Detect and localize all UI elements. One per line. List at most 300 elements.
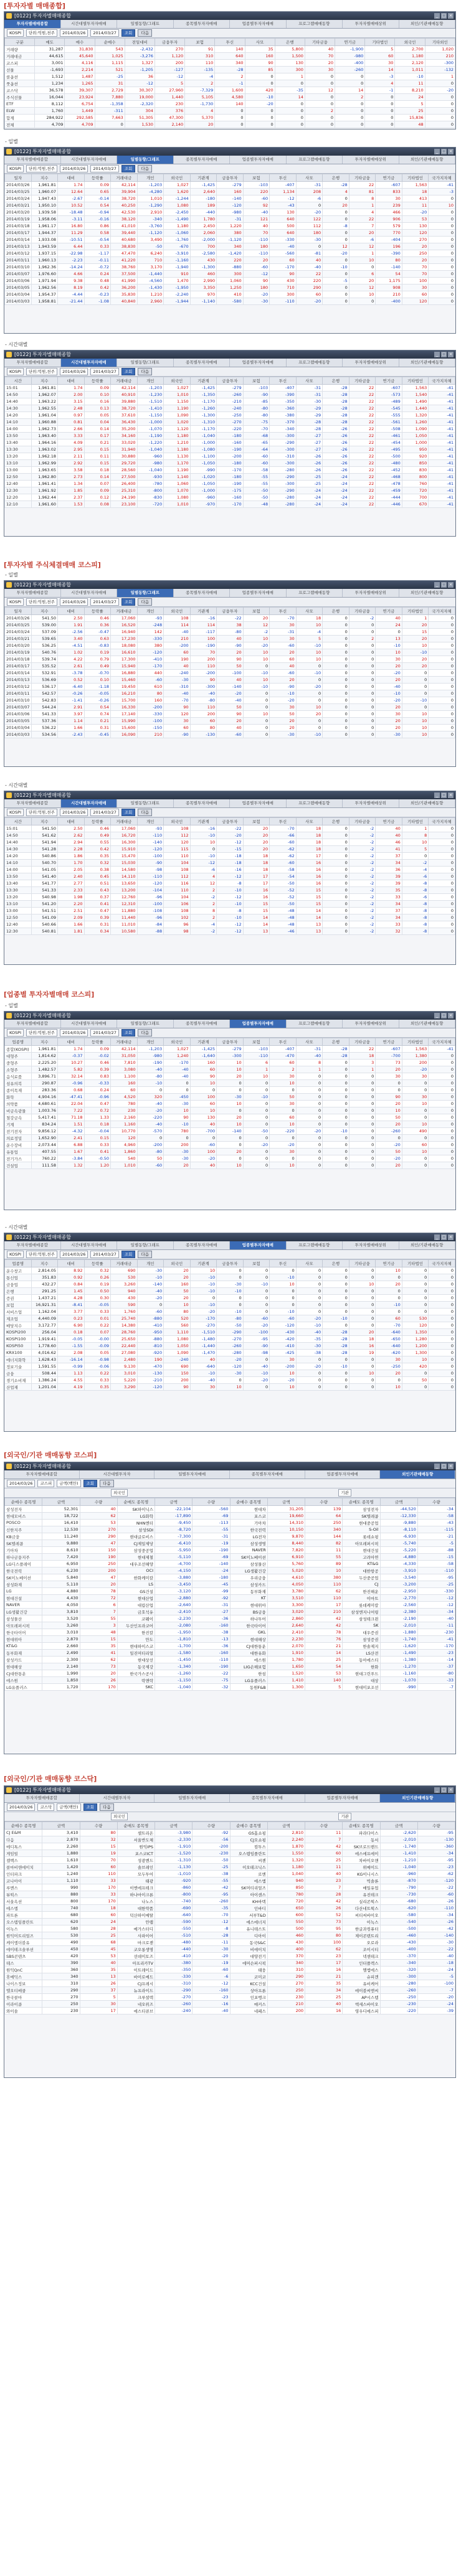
column-header[interactable]: 수량 (80, 1498, 117, 1506)
table-row[interactable] (5, 615, 455, 622)
table-row[interactable] (5, 1581, 455, 1588)
table-row[interactable] (5, 284, 455, 291)
tab-5[interactable]: 프로그램매매동향 (287, 156, 343, 164)
table-row[interactable] (5, 1677, 455, 1684)
table-row[interactable] (5, 1073, 455, 1080)
column-header[interactable]: 일자 (5, 608, 32, 615)
tab-2[interactable]: 일별동향/그래프 (117, 20, 174, 28)
tab-7[interactable]: 외인/기관매매동향 (399, 156, 456, 164)
table-row[interactable] (5, 1946, 455, 1953)
table-row[interactable] (5, 1107, 455, 1114)
table-row[interactable] (5, 426, 455, 433)
column-header[interactable]: 투신 (270, 1260, 297, 1267)
column-header[interactable]: 사모 (296, 377, 323, 385)
column-header[interactable]: 금액 (267, 1822, 305, 1830)
table-row[interactable] (5, 1561, 455, 1568)
column-header[interactable]: 금융투자 (217, 377, 244, 385)
column-header[interactable]: 거래대금 (111, 818, 138, 825)
tab-5[interactable]: 프로그램매매동향 (287, 1020, 343, 1028)
tab-1[interactable]: 시간대별투자자매매 (61, 20, 118, 28)
column-header[interactable]: 은행 (323, 377, 349, 385)
table-row[interactable] (5, 1636, 455, 1643)
maximize-icon[interactable]: □ (442, 149, 446, 154)
table-row[interactable] (5, 2001, 455, 2008)
tab-0[interactable]: 투자자별매매종합 (4, 1794, 80, 1802)
tab-1[interactable]: 시간대별투자자 (80, 1470, 155, 1478)
table-row[interactable] (5, 467, 455, 474)
table-row[interactable] (5, 873, 455, 880)
table-row[interactable] (5, 94, 455, 101)
column-header[interactable]: 금융투자 (217, 174, 244, 182)
table-row[interactable] (5, 1315, 455, 1322)
maximize-icon[interactable]: □ (442, 1787, 446, 1792)
column-header[interactable]: 국가지자체 (429, 1260, 455, 1267)
column-header[interactable]: 외국인 (164, 608, 191, 615)
table-row[interactable] (5, 453, 455, 460)
tab-2[interactable]: 일별동향/그래프 (117, 1241, 174, 1249)
next-button[interactable]: 다음 (138, 1251, 152, 1258)
table-row[interactable] (5, 53, 455, 60)
table-row[interactable] (5, 115, 455, 121)
column-header[interactable]: 수량 (417, 1822, 455, 1830)
table-row[interactable] (5, 1322, 455, 1329)
table-row[interactable] (5, 853, 455, 860)
filter-date_from[interactable]: 2014/03/26 (60, 1251, 88, 1258)
filter-unit[interactable]: 단위:억원,천주 (26, 598, 57, 606)
table-row[interactable] (5, 278, 455, 284)
table-row[interactable] (5, 1513, 455, 1520)
column-header[interactable]: 수량 (417, 1498, 455, 1506)
column-header[interactable]: 국가지자체 (429, 174, 455, 182)
close-icon[interactable]: × (449, 582, 453, 587)
table-row[interactable] (5, 250, 455, 257)
close-icon[interactable]: × (449, 1464, 453, 1469)
minimize-icon[interactable]: _ (434, 13, 440, 19)
tab-6[interactable]: 투자자별매매상위 (343, 359, 399, 367)
tab-5[interactable]: 프로그램매매동향 (287, 799, 343, 807)
column-header[interactable]: 기관계 (190, 608, 217, 615)
column-header[interactable]: 수량 (305, 1822, 343, 1830)
column-header[interactable]: 수량 (80, 1822, 117, 1830)
tab-6[interactable]: 투자자별매매상위 (343, 1241, 399, 1249)
column-header[interactable]: 지수 (31, 174, 58, 182)
column-header[interactable]: 수량 (192, 1822, 230, 1830)
table-row[interactable] (5, 195, 455, 202)
column-header[interactable]: 일자 (5, 174, 32, 182)
tab-1[interactable]: 시간대별투자자 (80, 1794, 155, 1802)
next-button[interactable]: 다음 (138, 165, 152, 172)
table-row[interactable] (5, 887, 455, 894)
table-row[interactable] (5, 921, 455, 928)
column-header[interactable]: 은행 (323, 1038, 349, 1046)
tab-0[interactable]: 투자자별매매종합 (4, 1241, 61, 1249)
table-row[interactable] (5, 487, 455, 494)
column-header[interactable]: 보험 (243, 608, 270, 615)
column-header[interactable]: 기관계 (190, 1038, 217, 1046)
table-row[interactable] (5, 1609, 455, 1615)
table-row[interactable] (5, 474, 455, 481)
table-row[interactable] (5, 914, 455, 921)
column-header[interactable]: 기타금융 (349, 608, 376, 615)
table-row[interactable] (5, 257, 455, 264)
filter-date[interactable]: 2014/03/26 (7, 1803, 35, 1811)
column-header[interactable]: 지수 (31, 1038, 58, 1046)
table-row[interactable] (5, 880, 455, 887)
table-row[interactable] (5, 1336, 455, 1343)
column-header[interactable]: 금액 (42, 1822, 80, 1830)
table-row[interactable] (5, 1684, 455, 1691)
table-row[interactable] (5, 1650, 455, 1657)
table-row[interactable] (5, 1162, 455, 1169)
minimize-icon[interactable]: _ (434, 792, 440, 798)
tab-3[interactable]: 종목별투자자매매 (174, 589, 230, 597)
tab-7[interactable]: 외인/기관매매동향 (399, 589, 456, 597)
table-row[interactable] (5, 1329, 455, 1336)
column-header[interactable]: 개인 (137, 377, 164, 385)
column-header[interactable]: 시간 (5, 818, 32, 825)
tab-1[interactable]: 시간대별투자자매매 (61, 1020, 118, 1028)
query-button[interactable]: 조회 (121, 29, 136, 37)
table-row[interactable] (5, 101, 455, 108)
filter-date_to[interactable]: 2014/03/27 (90, 29, 118, 37)
table-row[interactable] (5, 419, 455, 426)
column-header[interactable]: 기타금융 (349, 1038, 376, 1046)
tab-4[interactable]: 업종별투자자매매 (230, 1241, 287, 1249)
tab-3[interactable]: 종목별투자자매매 (174, 799, 230, 807)
column-header[interactable]: 기타법인 (402, 174, 429, 182)
table-row[interactable] (5, 832, 455, 839)
filter-unit[interactable]: 금액(백만) (57, 1480, 80, 1487)
table-row[interactable] (5, 1953, 455, 1960)
column-header[interactable]: 국가지자체 (429, 818, 455, 825)
column-header[interactable]: 금액 (380, 1498, 417, 1506)
tab-3[interactable]: 종목별투자자매매 (230, 1470, 305, 1478)
maximize-icon[interactable]: □ (442, 13, 446, 18)
table-row[interactable] (5, 1568, 455, 1574)
table-row[interactable] (5, 642, 455, 649)
column-header[interactable]: 지수 (31, 608, 58, 615)
tab-5[interactable]: 프로그램매매동향 (287, 1241, 343, 1249)
tab-2[interactable]: 일별동향/그래프 (117, 799, 174, 807)
tab-1[interactable]: 시간대별투자자매매 (61, 589, 118, 597)
column-header[interactable]: 사모 (296, 174, 323, 182)
filter-date_from[interactable]: 2014/03/26 (60, 165, 88, 172)
filter-date_to[interactable]: 2014/03/27 (90, 1251, 118, 1258)
minimize-icon[interactable]: _ (434, 1013, 440, 1018)
column-header[interactable]: 사모 (296, 818, 323, 825)
tab-3[interactable]: 종목별투자자매매 (174, 359, 230, 367)
tab-0[interactable]: 투자자별매매종합 (4, 20, 61, 28)
column-header[interactable]: 거래대금 (111, 608, 138, 615)
table-row[interactable] (5, 846, 455, 853)
table-row[interactable] (5, 1080, 455, 1087)
column-header[interactable]: 시간 (5, 377, 32, 385)
column-header[interactable]: 개인 (137, 1260, 164, 1267)
filter-date_to[interactable]: 2014/03/27 (90, 165, 118, 172)
table-row[interactable] (5, 1857, 455, 1864)
table-row[interactable] (5, 1836, 455, 1843)
table-row[interactable] (5, 1377, 455, 1384)
table-row[interactable] (5, 1960, 455, 1967)
column-header[interactable]: 외국인 (164, 377, 191, 385)
column-header[interactable]: 연기금 (376, 1260, 402, 1267)
column-header[interactable]: 등락률 (84, 174, 111, 182)
column-header[interactable]: 기타법인 (402, 608, 429, 615)
table-row[interactable] (5, 1574, 455, 1581)
tab-0[interactable]: 투자자별매매종합 (4, 1470, 80, 1478)
table-row[interactable] (5, 901, 455, 908)
table-row[interactable] (5, 209, 455, 216)
table-row[interactable] (5, 1987, 455, 1994)
table-row[interactable] (5, 649, 455, 656)
table-row[interactable] (5, 1370, 455, 1377)
table-row[interactable] (5, 392, 455, 398)
table-row[interactable] (5, 1588, 455, 1595)
query-button[interactable]: 조회 (121, 165, 136, 172)
tab-2[interactable]: 일별투자자매매 (154, 1470, 230, 1478)
query-button[interactable]: 조회 (121, 1251, 136, 1258)
column-header[interactable]: 대비 (58, 174, 85, 182)
table-row[interactable] (5, 189, 455, 195)
table-row[interactable] (5, 1053, 455, 1060)
tab-1[interactable]: 시간대별투자자매매 (61, 156, 118, 164)
filter-unit[interactable]: 단위:억원,천주 (26, 809, 57, 816)
query-button[interactable]: 조회 (121, 809, 136, 816)
table-row[interactable] (5, 108, 455, 115)
column-header[interactable]: 국가지자체 (429, 608, 455, 615)
table-row[interactable] (5, 1094, 455, 1101)
table-row[interactable] (5, 1554, 455, 1561)
column-header[interactable]: 기타금융 (349, 1260, 376, 1267)
filter-unit[interactable]: 금액(백만) (57, 1803, 80, 1811)
column-header[interactable]: 투신 (270, 608, 297, 615)
column-header[interactable]: 연기금 (376, 608, 402, 615)
filter-market[interactable]: KOSPI (7, 368, 24, 375)
table-row[interactable] (5, 182, 455, 189)
table-row[interactable] (5, 1629, 455, 1636)
filter-unit[interactable]: 단위:억원,천주 (26, 165, 57, 172)
table-row[interactable] (5, 629, 455, 636)
column-header[interactable]: 금융투자 (217, 1038, 244, 1046)
column-header[interactable]: 금융투자 (217, 818, 244, 825)
table-row[interactable] (5, 1884, 455, 1891)
column-header[interactable]: 사모 (296, 1038, 323, 1046)
column-header[interactable]: 순매수 종목명 (230, 1498, 267, 1506)
table-row[interactable] (5, 1663, 455, 1670)
table-row[interactable] (5, 1295, 455, 1302)
column-header[interactable]: 금융투자 (217, 1260, 244, 1267)
column-header[interactable]: 순매도 종목명 (343, 1822, 380, 1830)
tab-0[interactable]: 투자자별매매종합 (4, 799, 61, 807)
table-row[interactable] (5, 298, 455, 305)
close-icon[interactable]: × (449, 352, 453, 357)
table-row[interactable] (5, 1288, 455, 1295)
next-button[interactable]: 다음 (138, 598, 152, 606)
table-row[interactable] (5, 1142, 455, 1149)
table-row[interactable] (5, 1149, 455, 1155)
column-header[interactable]: 개인 (137, 818, 164, 825)
table-row[interactable] (5, 1506, 455, 1513)
table-row[interactable] (5, 725, 455, 731)
table-row[interactable] (5, 656, 455, 663)
filter-market[interactable]: 코스피 (37, 1480, 54, 1487)
column-header[interactable]: 보험 (185, 39, 215, 46)
table-row[interactable] (5, 839, 455, 846)
table-row[interactable] (5, 494, 455, 501)
column-header[interactable]: 기타금융 (349, 377, 376, 385)
minimize-icon[interactable]: _ (434, 352, 440, 357)
column-header[interactable]: 금융투자 (154, 39, 184, 46)
tab-5[interactable]: 외인기관매매동향 (380, 1470, 455, 1478)
column-header[interactable]: 기타법인 (402, 818, 429, 825)
column-header[interactable]: 사모 (245, 39, 275, 46)
filter-market[interactable]: KOSPI (7, 29, 24, 37)
table-row[interactable] (5, 894, 455, 901)
table-row[interactable] (5, 1850, 455, 1857)
table-row[interactable] (5, 718, 455, 725)
column-header[interactable]: 매수 (65, 39, 95, 46)
table-row[interactable] (5, 663, 455, 670)
column-header[interactable]: 투신 (270, 818, 297, 825)
maximize-icon[interactable]: □ (442, 1234, 446, 1239)
table-row[interactable] (5, 1670, 455, 1677)
table-row[interactable] (5, 731, 455, 738)
table-row[interactable] (5, 481, 455, 487)
tab-0[interactable]: 투자자별매매종합 (4, 589, 61, 597)
tab-7[interactable]: 외인/기관매매동향 (399, 1020, 456, 1028)
table-row[interactable] (5, 264, 455, 271)
close-icon[interactable]: × (449, 1234, 453, 1239)
column-header[interactable]: 기타법인 (365, 39, 395, 46)
tab-6[interactable]: 투자자별매매상위 (343, 156, 399, 164)
filter-market[interactable]: KOSPI (7, 165, 24, 172)
minimize-icon[interactable]: _ (434, 1234, 440, 1240)
tab-5[interactable]: 프로그램매매동향 (287, 359, 343, 367)
column-header[interactable]: 금액 (380, 1822, 417, 1830)
column-header[interactable]: 거래대금 (111, 377, 138, 385)
table-row[interactable] (5, 1281, 455, 1288)
column-header[interactable]: 기타법인 (402, 1038, 429, 1046)
table-row[interactable] (5, 1046, 455, 1053)
tab-5[interactable]: 외인기관매매동향 (380, 1794, 455, 1802)
column-header[interactable]: 보험 (243, 1260, 270, 1267)
table-row[interactable] (5, 1891, 455, 1898)
table-row[interactable] (5, 711, 455, 718)
column-header[interactable]: 개인 (137, 174, 164, 182)
table-row[interactable] (5, 1101, 455, 1107)
tab-4[interactable]: 업종별투자자매매 (230, 1020, 287, 1028)
tab-3[interactable]: 종목별투자자매매 (174, 156, 230, 164)
column-header[interactable]: 국가지자체 (429, 1038, 455, 1046)
table-row[interactable] (5, 1871, 455, 1878)
column-header[interactable]: 투신 (270, 377, 297, 385)
column-header[interactable]: 기관계 (190, 174, 217, 182)
column-header[interactable]: 대비 (58, 1260, 85, 1267)
table-row[interactable] (5, 1343, 455, 1350)
filter-unit[interactable]: 단위:억원,천주 (26, 1029, 57, 1037)
table-row[interactable] (5, 73, 455, 80)
column-header[interactable]: 보험 (243, 377, 270, 385)
column-header[interactable]: 보험 (243, 818, 270, 825)
tab-5[interactable]: 프로그램매매동향 (287, 20, 343, 28)
table-row[interactable] (5, 1622, 455, 1629)
minimize-icon[interactable]: _ (434, 149, 440, 154)
tab-6[interactable]: 투자자별매매상위 (343, 589, 399, 597)
tab-7[interactable]: 외인/기관매매동향 (399, 1241, 456, 1249)
tab-0[interactable]: 투자자별매매종합 (4, 359, 61, 367)
table-row[interactable] (5, 433, 455, 440)
column-header[interactable]: 구분 (5, 39, 35, 46)
table-row[interactable] (5, 1643, 455, 1650)
column-header[interactable]: 외국인 (164, 1260, 191, 1267)
column-header[interactable]: 사모 (296, 608, 323, 615)
table-row[interactable] (5, 230, 455, 237)
column-header[interactable]: 투신 (270, 1038, 297, 1046)
column-header[interactable]: 보험 (243, 174, 270, 182)
next-button[interactable]: 다음 (100, 1480, 114, 1487)
filter-date_to[interactable]: 2014/03/27 (90, 1029, 118, 1037)
table-row[interactable] (5, 398, 455, 405)
table-row[interactable] (5, 1919, 455, 1925)
filter-unit[interactable]: 단위:억원,천주 (26, 1251, 57, 1258)
filter-date_to[interactable]: 2014/03/27 (90, 598, 118, 606)
table-row[interactable] (5, 1121, 455, 1128)
table-row[interactable] (5, 1912, 455, 1919)
table-row[interactable] (5, 1925, 455, 1932)
table-row[interactable] (5, 87, 455, 94)
column-header[interactable]: 개인 (137, 608, 164, 615)
table-row[interactable] (5, 60, 455, 67)
tab-3[interactable]: 종목별투자자매매 (174, 20, 230, 28)
query-button[interactable]: 조회 (121, 368, 136, 375)
filter-market[interactable]: KOSPI (7, 1029, 24, 1037)
query-button[interactable]: 조회 (83, 1803, 98, 1811)
column-header[interactable]: 등락률 (84, 818, 111, 825)
table-row[interactable] (5, 271, 455, 278)
filter-date_from[interactable]: 2014/03/26 (60, 598, 88, 606)
close-icon[interactable]: × (449, 149, 453, 154)
column-header[interactable]: 은행 (323, 1260, 349, 1267)
column-header[interactable]: 등락률 (84, 377, 111, 385)
close-icon[interactable]: × (449, 792, 453, 797)
filter-date_to[interactable]: 2014/03/27 (90, 809, 118, 816)
table-row[interactable] (5, 1878, 455, 1884)
query-button[interactable]: 조회 (121, 1029, 136, 1037)
close-icon[interactable]: × (449, 13, 453, 18)
column-header[interactable]: 금액 (155, 1822, 192, 1830)
column-header[interactable]: 개인 (137, 1038, 164, 1046)
table-row[interactable] (5, 677, 455, 684)
column-header[interactable]: 거래대금 (111, 174, 138, 182)
tab-0[interactable]: 투자자별매매종합 (4, 1020, 61, 1028)
column-header[interactable]: 등락률 (84, 608, 111, 615)
filter-date_from[interactable]: 2014/03/26 (60, 809, 88, 816)
close-icon[interactable]: × (449, 1787, 453, 1792)
minimize-icon[interactable]: _ (434, 1464, 440, 1469)
column-header[interactable]: 지수 (31, 818, 58, 825)
column-header[interactable]: 기타금융 (349, 174, 376, 182)
column-header[interactable]: 등락률 (84, 1038, 111, 1046)
table-row[interactable] (5, 202, 455, 209)
column-header[interactable]: 기타법인 (402, 377, 429, 385)
table-row[interactable] (5, 825, 455, 832)
table-row[interactable] (5, 1155, 455, 1162)
table-row[interactable] (5, 67, 455, 73)
filter-date_to[interactable]: 2014/03/27 (90, 368, 118, 375)
column-header[interactable]: 기타법인 (402, 1260, 429, 1267)
table-row[interactable] (5, 405, 455, 412)
table-row[interactable] (5, 622, 455, 629)
